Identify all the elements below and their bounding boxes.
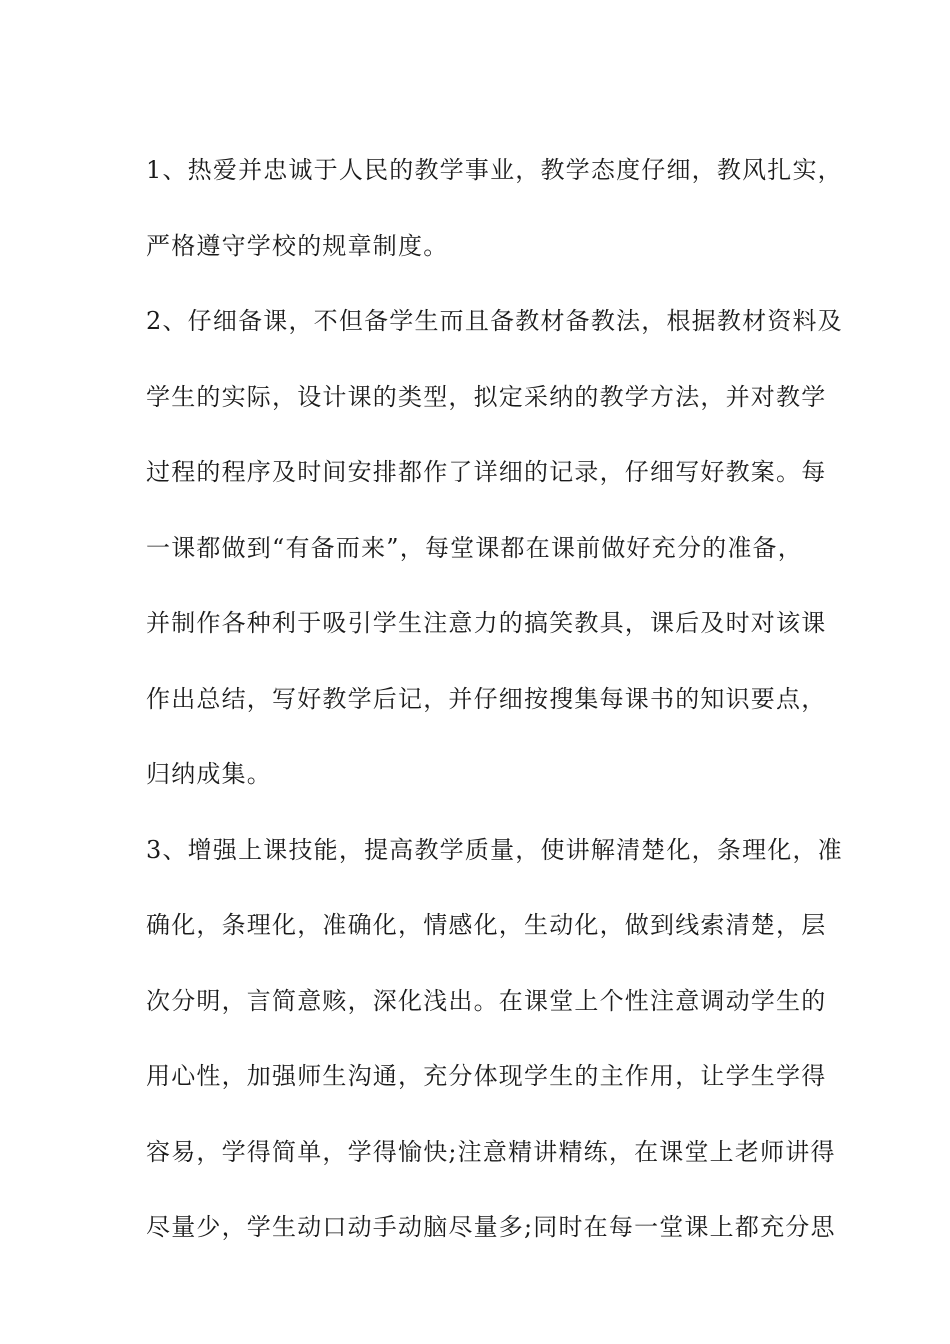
document-body [146,133,843,1266]
text-line: 并制作各种利于吸引学生注意力的搞笑教具，课后及时对该课 [146,609,827,637]
text-line: 确化，条理化，准确化，情感化，生动化，做到线索清楚，层 [146,911,827,939]
text-line: 过程的程序及时间安排都作了详细的记录，仔细写好教案。每 [146,458,827,486]
text-line: 一课都做到“有备而来”，每堂课都在课前做好充分的准备， [146,533,803,562]
text-line: 1、热爱并忠诚于人民的教学事业，教学态度仔细，教风扎实， [146,156,843,184]
text-line: 归纳成集。 [146,760,272,788]
text-line: 3、增强上课技能，提高教学质量，使讲解清楚化，条理化，准 [146,835,843,864]
text-line: 次分明，言简意赅，深化浅出。在课堂上个性注意调动学生的 [146,986,827,1015]
text-line: 学生的实际，设计课的类型，拟定采纳的教学方法，并对教学 [146,382,827,411]
text-line: 作出总结，写好教学后记，并仔细按搜集每课书的知识要点， [146,684,827,713]
text-line: 用心性，加强师生沟通，充分体现学生的主作用，让学生学得 [146,1062,827,1090]
text-line: 尽量少，学生动口动手动脑尽量多;同时在每一堂课上都充分思 [146,1213,836,1241]
text-line: 严格遵守学校的规章制度。 [146,231,449,260]
text-line: 容易，学得简单，学得愉快;注意精讲精练，在课堂上老师讲得 [146,1137,836,1166]
text-line: 2、仔细备课，不但备学生而且备教材备教法，根据教材资料及 [146,307,843,335]
